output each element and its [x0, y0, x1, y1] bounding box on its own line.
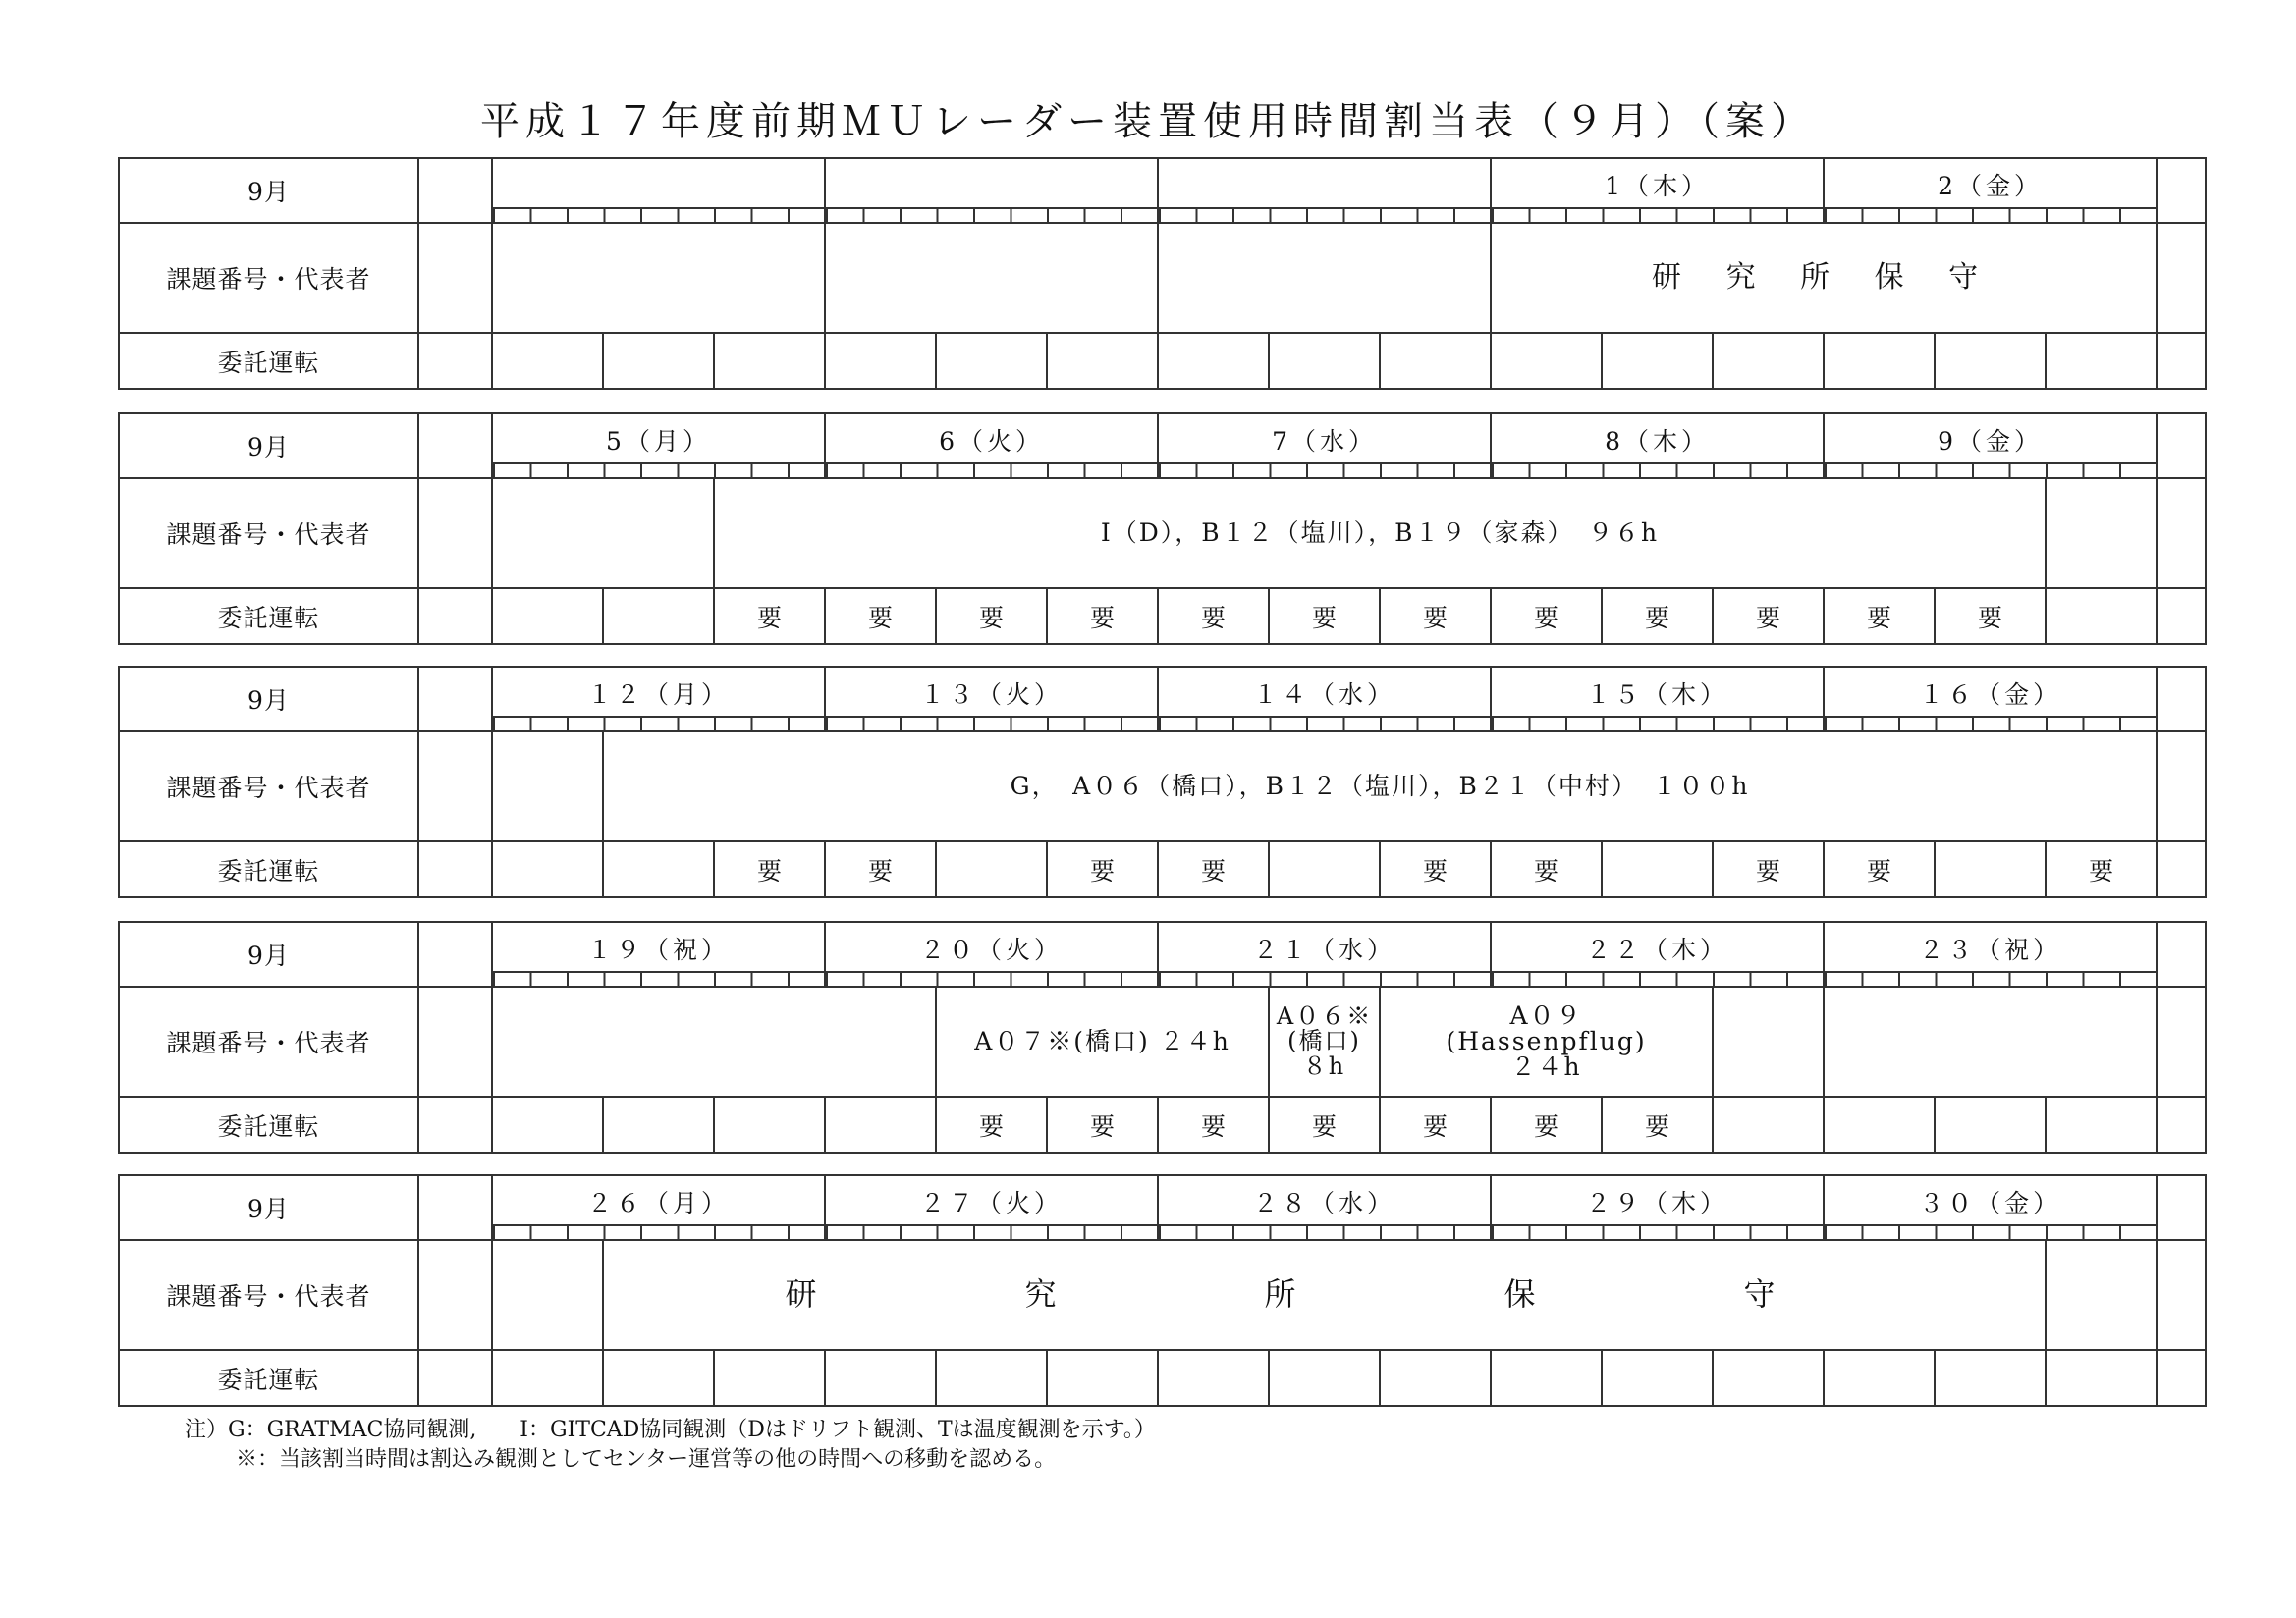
- consign-cell: 要: [1713, 588, 1824, 644]
- consign-cell: 要: [1602, 1097, 1713, 1153]
- consign-cell: 要: [936, 588, 1047, 644]
- project-block: G， A０６（橋口），B１２（塩川），B２１（中村） １００h: [603, 731, 2157, 841]
- day-header: 7（水）: [1272, 427, 1377, 456]
- project-block: 研 究 所 保 守: [603, 1240, 2046, 1350]
- project-label: 課題番号・代表者: [119, 1240, 418, 1350]
- consign-cell: [1158, 333, 1269, 389]
- consign-cell: [1380, 333, 1491, 389]
- week-table-4: [118, 921, 2205, 1150]
- consign-cell: [1824, 1350, 1935, 1406]
- consign-cell: [1602, 333, 1713, 389]
- footnote: ※：当該割当時間は割込み観測としてセンター運営等の他の時間への移動を認める。: [236, 1447, 1057, 1472]
- consign-cell: 要: [1158, 841, 1269, 897]
- consign-cell: 要: [714, 841, 825, 897]
- consign-cell: 要: [1491, 841, 1602, 897]
- consign-label: 委託運転: [119, 588, 418, 644]
- footnotes: [185, 1416, 1156, 1475]
- consign-cell: [2157, 333, 2206, 389]
- month-label: 9月: [119, 413, 418, 478]
- project-label: 課題番号・代表者: [119, 478, 418, 588]
- day-header: １６（金）: [1919, 680, 2062, 709]
- consign-cell: [1824, 333, 1935, 389]
- consign-cell: [1269, 1350, 1380, 1406]
- project-block: 研 究 所 保 守: [1491, 223, 2157, 333]
- day-header: 2（金）: [1938, 172, 2044, 200]
- consign-cell: [1713, 333, 1824, 389]
- consign-cell: [714, 1350, 825, 1406]
- day-header: ２８（水）: [1253, 1189, 1396, 1217]
- consign-cell: [603, 1350, 714, 1406]
- consign-cell: [1935, 1097, 2046, 1153]
- week-table-5: [118, 1174, 2205, 1403]
- consign-cell: 要: [1824, 588, 1935, 644]
- month-label: 9月: [119, 922, 418, 987]
- consign-cell: 要: [1269, 588, 1380, 644]
- day-header: ２７（火）: [920, 1189, 1064, 1217]
- consign-cell: 要: [1380, 1097, 1491, 1153]
- project-block: A０６※ (橋口) ８h: [1269, 987, 1380, 1097]
- consign-cell: [1269, 841, 1380, 897]
- consign-cell: [492, 1350, 603, 1406]
- consign-cell: [1491, 1350, 1602, 1406]
- consign-cell: [2046, 1097, 2157, 1153]
- day-header: １４（水）: [1253, 680, 1396, 709]
- consign-cell: [825, 333, 936, 389]
- consign-cell: 要: [1158, 1097, 1269, 1153]
- consign-cell: [492, 588, 603, 644]
- week-table-2: [118, 412, 2205, 641]
- day-header: １５（木）: [1586, 680, 1729, 709]
- consign-cell: [1380, 1350, 1491, 1406]
- consign-cell: [1713, 1097, 1824, 1153]
- consign-cell: [492, 333, 603, 389]
- consign-cell: 要: [1047, 841, 1158, 897]
- day-header: １３（火）: [920, 680, 1064, 709]
- consign-cell: [2157, 841, 2206, 897]
- consign-cell: [603, 588, 714, 644]
- consign-cell: [936, 1350, 1047, 1406]
- consign-label: 委託運転: [119, 1350, 418, 1406]
- consign-cell: [936, 333, 1047, 389]
- day-header: 6（火）: [939, 427, 1044, 456]
- consign-cell: [492, 1097, 603, 1153]
- consign-cell: [825, 1350, 936, 1406]
- consign-cell: 要: [825, 588, 936, 644]
- consign-cell: [1602, 841, 1713, 897]
- consign-cell: [1935, 333, 2046, 389]
- week-table-3: [118, 666, 2205, 894]
- day-header: １２（月）: [587, 680, 731, 709]
- consign-cell: 要: [1047, 1097, 1158, 1153]
- consign-cell: 要: [1824, 841, 1935, 897]
- project-block: A０７※(橋口) ２４h: [936, 987, 1269, 1097]
- consign-cell: [1602, 1350, 1713, 1406]
- consign-cell: [603, 333, 714, 389]
- day-header: 5（月）: [606, 427, 711, 456]
- consign-cell: [603, 841, 714, 897]
- project-block: A０９ (Hassenpflug) ２４h: [1380, 987, 1713, 1097]
- consign-cell: [1824, 1097, 1935, 1153]
- consign-cell: [2046, 588, 2157, 644]
- month-label: 9月: [119, 667, 418, 731]
- day-header: ３０（金）: [1919, 1189, 2062, 1217]
- consign-label: 委託運転: [119, 841, 418, 897]
- project-block: I（D），B１２（塩川），B１９（家森） ９６h: [714, 478, 2046, 588]
- consign-cell: [1269, 333, 1380, 389]
- consign-cell: [714, 1097, 825, 1153]
- consign-label: 委託運転: [119, 333, 418, 389]
- consign-cell: [492, 841, 603, 897]
- consign-cell: 要: [825, 841, 936, 897]
- day-header: 1（木）: [1605, 172, 1711, 200]
- consign-cell: [1047, 333, 1158, 389]
- month-label: 9月: [119, 1175, 418, 1240]
- day-header: １９（祝）: [587, 936, 731, 964]
- consign-label: 委託運転: [119, 1097, 418, 1153]
- consign-cell: [825, 1097, 936, 1153]
- project-label: 課題番号・代表者: [119, 731, 418, 841]
- consign-cell: 要: [1713, 841, 1824, 897]
- consign-cell: 要: [1491, 1097, 1602, 1153]
- consign-cell: 要: [1380, 588, 1491, 644]
- day-header: 9（金）: [1938, 427, 2044, 456]
- consign-cell: [1158, 1350, 1269, 1406]
- consign-cell: [2046, 333, 2157, 389]
- consign-cell: 要: [714, 588, 825, 644]
- consign-cell: 要: [1047, 588, 1158, 644]
- consign-cell: [603, 1097, 714, 1153]
- day-header: ２２（木）: [1586, 936, 1729, 964]
- consign-cell: 要: [1158, 588, 1269, 644]
- project-label: 課題番号・代表者: [119, 223, 418, 333]
- consign-cell: [2157, 1350, 2206, 1406]
- page-title: 平成１７年度前期ＭＵレーダー装置使用時間割当表（９月）（案）: [480, 99, 1816, 144]
- consign-cell: [2157, 588, 2206, 644]
- consign-cell: [2157, 1097, 2206, 1153]
- consign-cell: 要: [2046, 841, 2157, 897]
- consign-cell: [2046, 1350, 2157, 1406]
- consign-cell: 要: [1602, 588, 1713, 644]
- consign-cell: 要: [1935, 588, 2046, 644]
- consign-cell: [714, 333, 825, 389]
- week-table-1: [118, 157, 2205, 386]
- consign-cell: [1935, 841, 2046, 897]
- consign-cell: 要: [1269, 1097, 1380, 1153]
- consign-cell: 要: [936, 1097, 1047, 1153]
- consign-cell: [1935, 1350, 2046, 1406]
- consign-cell: [1047, 1350, 1158, 1406]
- month-label: 9月: [119, 158, 418, 223]
- day-header: ２９（木）: [1586, 1189, 1729, 1217]
- day-header: ２６（月）: [587, 1189, 731, 1217]
- consign-cell: 要: [1491, 588, 1602, 644]
- project-label: 課題番号・代表者: [119, 987, 418, 1097]
- consign-cell: [1491, 333, 1602, 389]
- day-header: ２３（祝）: [1919, 936, 2062, 964]
- footnote: 注）G：GRATMAC協同観測, I：GITCAD協同観測（Dはドリフト観測、Tは温度観測を示す。）: [185, 1418, 1156, 1442]
- consign-cell: 要: [1380, 841, 1491, 897]
- day-header: ２１（水）: [1253, 936, 1396, 964]
- consign-cell: [1713, 1350, 1824, 1406]
- day-header: 8（木）: [1605, 427, 1710, 456]
- consign-cell: [936, 841, 1047, 897]
- day-header: ２０（火）: [920, 936, 1064, 964]
